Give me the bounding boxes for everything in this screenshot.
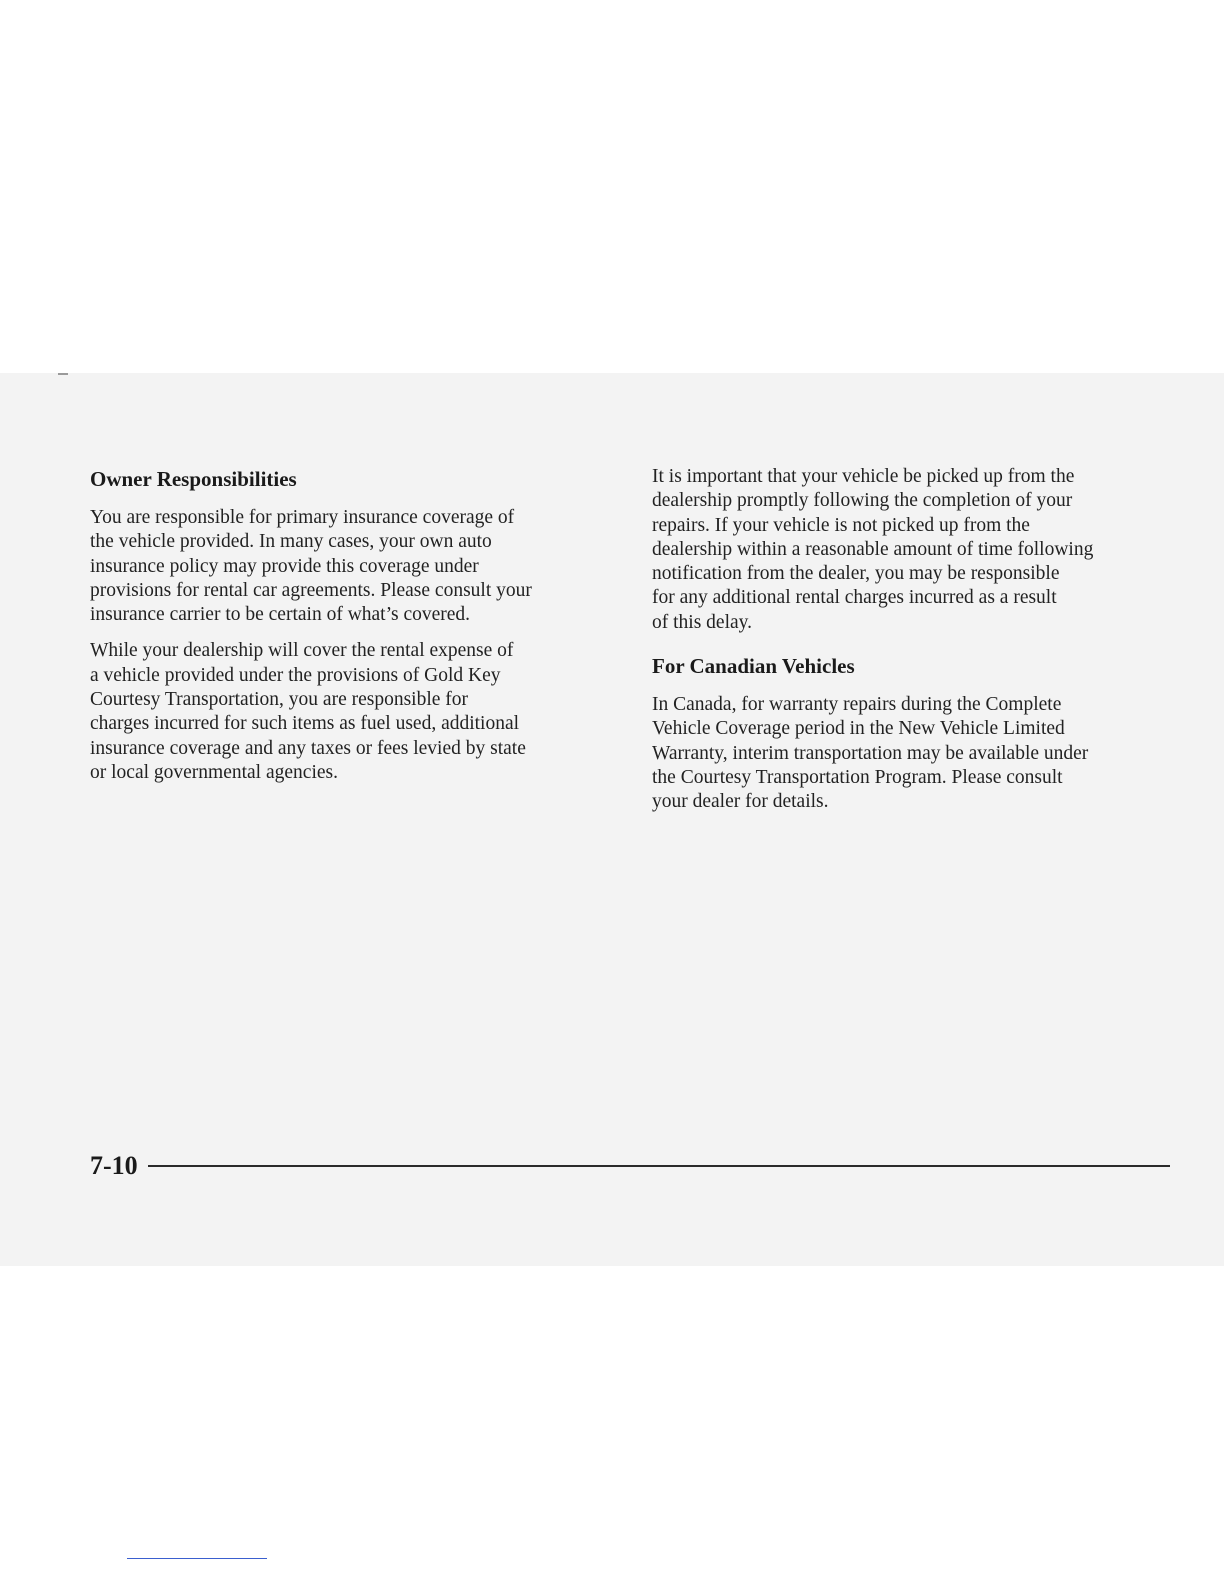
insurance-coverage-paragraph: You are responsible for primary insurance coverage of the vehicle provided. In many cases, your own auto insurance policy may provide this coverage under provisions for rental car agreements. Please consult your insurance carrier to be certain of what’s covered. xyxy=(90,507,532,626)
owner-responsibilities-heading: Owner Responsibilities xyxy=(90,467,297,491)
bottom-underline-mark xyxy=(127,1558,267,1559)
canadian-vehicles-heading: For Canadian Vehicles xyxy=(652,654,855,679)
right-column xyxy=(652,465,1192,827)
left-column xyxy=(90,465,630,797)
page-number: 7-10 xyxy=(90,1151,138,1180)
vehicle-pickup-paragraph: It is important that your vehicle be picked up from the dealership promptly following the completion of your repairs. If your vehicle is not picked up from the dealership within a reasonable amount of time following notification from the dealer, you may be responsible for any additional rental charges incurred as a result of this delay. xyxy=(652,466,1094,633)
scan-edge-mark xyxy=(58,373,68,375)
rental-expense-paragraph: While your dealership will cover the rental expense of a vehicle provided under the provisions of Gold Key Courtesy Transportation, you are responsible for charges incurred for such items as fuel used, additional insurance coverage and any taxes or fees levied by state or local governmental agencies. xyxy=(90,640,526,783)
footer-rule xyxy=(148,1165,1170,1167)
canada-warranty-paragraph: In Canada, for warranty repairs during the Complete Vehicle Coverage period in the New Vehicle Limited Warranty, interim transportation may be available under the Courtesy Transportation Program. Please consult your dealer for details. xyxy=(652,694,1089,813)
